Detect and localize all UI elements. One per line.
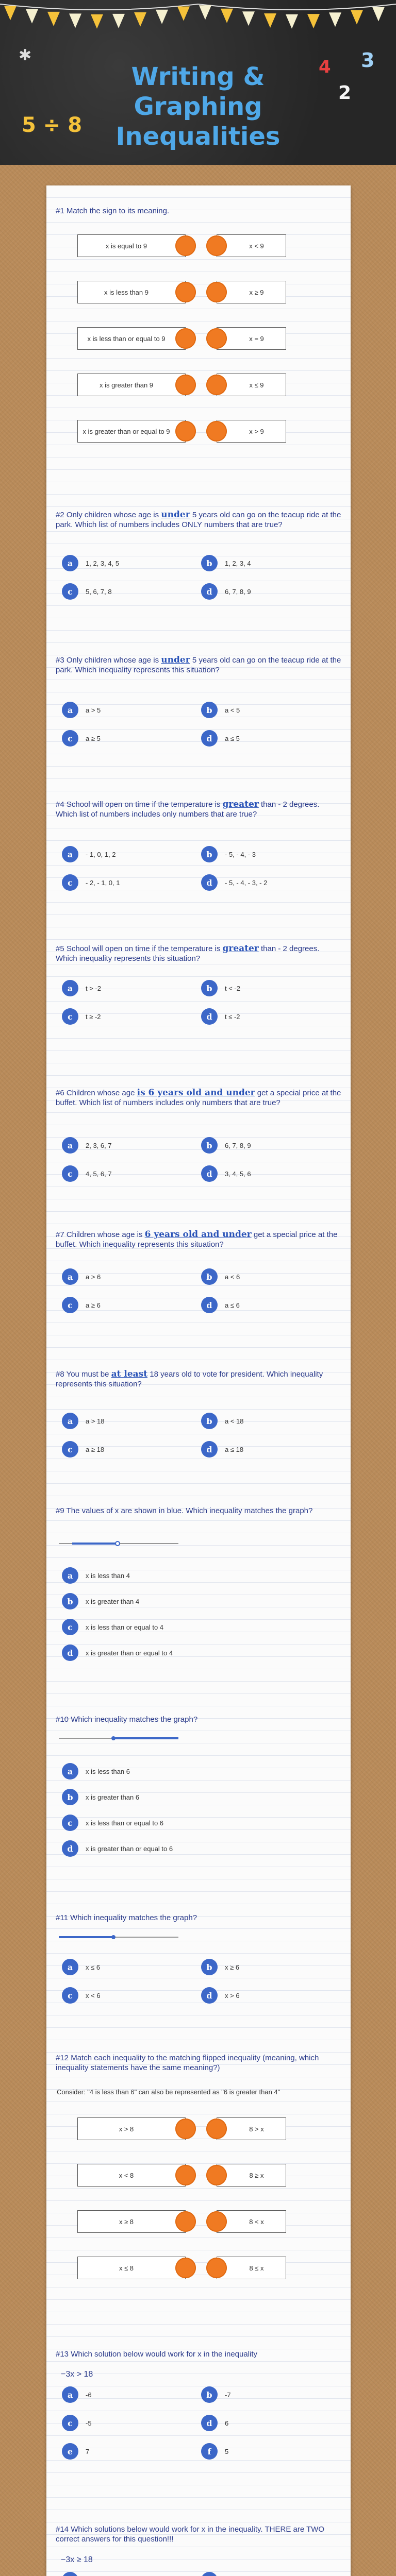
answer-option[interactable] <box>201 1296 240 1314</box>
match-connector-dot[interactable] <box>175 421 196 442</box>
answer-letter-badge: b <box>201 702 218 718</box>
match-left-card[interactable] <box>77 2257 186 2279</box>
answer-text: 6, 7, 8, 9 <box>225 587 251 596</box>
answer-letter-badge: d <box>201 1008 218 1025</box>
answer-text: x is greater than 6 <box>86 1793 140 1801</box>
answer-letter-badge <box>201 2572 218 2576</box>
answer-option[interactable] <box>201 1007 240 1026</box>
answer-letter-badge: d <box>201 1987 218 2004</box>
answer-option[interactable] <box>62 1007 101 1026</box>
answer-text: a < 18 <box>225 1417 244 1425</box>
answer-text: t ≥ -2 <box>86 1012 101 1021</box>
answer-text: x is less than or equal to 4 <box>86 1623 164 1631</box>
bunting-flag <box>264 13 276 28</box>
answer-letter-badge: a <box>62 2386 78 2403</box>
answer-letter-badge: d <box>62 1840 78 1857</box>
answer-text: 1, 2, 3, 4, 5 <box>86 559 120 567</box>
chalk-doodle-right-3: 2 <box>338 82 352 104</box>
answer-text: x is greater than 4 <box>86 1597 140 1605</box>
match-connector-dot[interactable] <box>206 282 227 302</box>
question-7-prompt: #7 Children whose age is 6 years old and under get a special price at the buffet. Which inequality represents this situation? <box>56 1229 338 1249</box>
number-line-graph-q9 <box>57 1537 180 1553</box>
answer-text: x < 6 <box>86 1991 101 1999</box>
answer-text: a ≤ 6 <box>225 1301 240 1309</box>
answer-option[interactable] <box>201 1412 244 1430</box>
answer-option[interactable] <box>201 554 251 572</box>
question-5-prompt: #5 School will open on time if the temperature is greater than - 2 degrees. Which inequality represents this situation? <box>56 943 320 963</box>
bunting-flag <box>199 5 211 20</box>
bunting-flag <box>156 10 168 24</box>
match-right-label: x ≤ 9 <box>249 381 264 389</box>
match-left-card[interactable] <box>77 327 186 350</box>
match-right-label: x ≥ 9 <box>249 288 264 296</box>
match-right-card[interactable] <box>217 374 286 396</box>
answer-letter-badge: c <box>62 1165 78 1182</box>
match-connector-dot[interactable] <box>206 2119 227 2139</box>
worksheet-paper <box>46 185 351 2576</box>
number-line-graph-q10 <box>57 1732 180 1748</box>
answer-text: a > 5 <box>86 706 101 714</box>
match-right-card[interactable] <box>217 2210 286 2233</box>
answer-letter-badge: c <box>62 1619 78 1635</box>
match-connector-dot[interactable] <box>206 375 227 395</box>
number-line-graph-q11 <box>57 1931 180 1946</box>
answer-option[interactable] <box>62 1618 163 1636</box>
match-left-label: x is less than 9 <box>104 288 148 296</box>
answer-option[interactable] <box>62 729 101 748</box>
match-right-label: 8 > x <box>249 2125 264 2133</box>
answer-option[interactable] <box>62 1164 112 1183</box>
match-connector-dot[interactable] <box>175 2258 196 2278</box>
answer-option[interactable] <box>201 2442 228 2461</box>
answer-letter-badge: a <box>62 846 78 862</box>
page-title: Writing & Graphing Inequalities <box>116 62 280 151</box>
bunting-flag <box>4 6 16 20</box>
answer-text: x is less than 6 <box>86 1767 130 1775</box>
answer-letter-badge: d <box>201 1297 218 1313</box>
answer-text: x is greater than or equal to 4 <box>86 1649 173 1657</box>
question-6-prompt: #6 Children whose age is 6 years old and under get a special price at the buffet. Which list of numbers includes only numbers that are true? <box>56 1088 341 1107</box>
bunting-flag <box>91 14 103 29</box>
match-right-label: x > 9 <box>249 427 264 435</box>
answer-text: -6 <box>86 2391 92 2399</box>
answer-option[interactable] <box>201 1164 251 1183</box>
answer-letter-badge: a <box>62 1763 78 1780</box>
answer-option[interactable] <box>62 1592 139 1611</box>
answer-letter-badge: b <box>201 1137 218 1154</box>
bunting-flag <box>307 14 320 28</box>
answer-text: x is less than or equal to 6 <box>86 1819 164 1827</box>
answer-text: 5 <box>225 2447 229 2455</box>
answer-option[interactable] <box>62 2414 92 2432</box>
match-left-label: x > 8 <box>119 2125 134 2133</box>
star-doodle-icon: ✱ <box>19 46 32 64</box>
question-12-consider-note: Consider: "4 is less than 6" can also be represented as "6 is greater than 4" <box>57 2088 280 2096</box>
answer-text: a < 5 <box>225 706 240 714</box>
answer-option[interactable] <box>201 729 240 748</box>
answer-letter-badge: d <box>201 1441 218 1458</box>
question-13-prompt: #13 Which solution below would work for x in the inequality <box>56 2350 258 2359</box>
answer-text: a > 18 <box>86 1417 105 1425</box>
match-right-card[interactable] <box>217 234 286 257</box>
answer-text: - 2, - 1, 0, 1 <box>86 878 120 887</box>
answer-letter-badge: a <box>62 1959 78 1975</box>
match-left-card[interactable] <box>77 420 186 443</box>
question-13-expression: −3x > 18 <box>61 2370 93 2379</box>
answer-letter-badge: b <box>201 846 218 862</box>
answer-option[interactable] <box>62 1267 101 1286</box>
match-connector-dot[interactable] <box>175 375 196 395</box>
answer-text: -7 <box>225 2391 231 2399</box>
answer-option[interactable] <box>62 1136 112 1155</box>
answer-option[interactable] <box>62 845 116 863</box>
answer-letter-badge: b <box>201 1413 218 1429</box>
answer-option[interactable] <box>201 2571 231 2576</box>
match-left-label: x is greater than or equal to 9 <box>82 427 170 435</box>
answer-option[interactable] <box>201 1958 239 1976</box>
answer-letter-badge: c <box>62 2415 78 2431</box>
answer-option[interactable] <box>62 2571 92 2576</box>
bunting-flag <box>372 7 385 21</box>
chalk-doodle-left: 5 ÷ 8 <box>22 113 82 137</box>
match-left-label: x ≥ 8 <box>119 2217 134 2226</box>
answer-letter-badge: d <box>201 583 218 600</box>
answer-letter-badge: b <box>62 1789 78 1805</box>
answer-letter-badge: a <box>62 1268 78 1285</box>
answer-option[interactable] <box>201 701 240 719</box>
answer-option[interactable] <box>62 1788 139 1806</box>
answer-text: 5, 6, 7, 8 <box>86 587 112 596</box>
answer-letter-badge: c <box>62 1008 78 1025</box>
answer-option[interactable] <box>62 1412 105 1430</box>
answer-letter-badge <box>62 2572 78 2576</box>
answer-option[interactable] <box>62 582 112 601</box>
answer-text: x ≥ 6 <box>225 1963 240 1971</box>
match-right-label: x = 9 <box>249 334 264 343</box>
answer-text: a ≥ 5 <box>86 734 101 742</box>
answer-letter-badge: c <box>62 730 78 747</box>
match-connector-dot[interactable] <box>175 282 196 302</box>
answer-option[interactable] <box>62 1566 130 1585</box>
answer-text: 1, 2, 3, 4 <box>225 559 251 567</box>
question-1-prompt: #1 Match the sign to its meaning. <box>56 207 170 215</box>
answer-letter-badge: b <box>62 1593 78 1609</box>
answer-option[interactable] <box>201 1986 240 2005</box>
match-right-card[interactable] <box>217 281 286 303</box>
answer-letter-badge: a <box>62 702 78 718</box>
answer-letter-badge: b <box>201 555 218 571</box>
answer-text: x is less than 4 <box>86 1571 130 1580</box>
question-10-prompt: #10 Which inequality matches the graph? <box>56 1715 198 1724</box>
match-connector-dot[interactable] <box>175 2165 196 2185</box>
match-right-card[interactable] <box>217 2117 286 2140</box>
answer-letter-badge: d <box>201 730 218 747</box>
answer-text: a ≤ 18 <box>225 1445 244 1453</box>
match-left-card[interactable] <box>77 234 186 257</box>
answer-letter-badge: b <box>201 2386 218 2403</box>
answer-text: a ≥ 6 <box>86 1301 101 1309</box>
answer-text: a ≤ 5 <box>225 734 240 742</box>
question-3-prompt: #3 Only children whose age is under 5 years old can go on the teacup ride at the park. Which inequality represents this situation? <box>56 655 341 674</box>
answer-option[interactable] <box>62 1814 163 1832</box>
answer-option[interactable] <box>201 979 240 997</box>
answer-text: 7 <box>86 2447 90 2455</box>
answer-option[interactable] <box>62 979 101 997</box>
answer-letter-badge: a <box>62 980 78 996</box>
answer-text: 6, 7, 8, 9 <box>225 1141 251 1149</box>
answer-text: 6 <box>225 2419 229 2427</box>
answer-option[interactable] <box>201 582 251 601</box>
question-2-prompt: #2 Only children whose age is under 5 years old can go on the teacup ride at the park. Which list of numbers includes ONLY numbers that are true? <box>56 510 341 529</box>
match-left-card[interactable] <box>77 374 186 396</box>
answer-letter-badge: c <box>62 1297 78 1313</box>
answer-option[interactable] <box>62 554 119 572</box>
answer-text: t > -2 <box>86 984 101 992</box>
answer-letter-badge: b <box>201 1959 218 1975</box>
answer-text: - 1, 0, 1, 2 <box>86 850 116 858</box>
answer-option[interactable] <box>62 1296 101 1314</box>
answer-option[interactable] <box>201 1136 251 1155</box>
answer-letter-badge: c <box>62 1441 78 1458</box>
match-left-label: x ≤ 8 <box>119 2264 134 2272</box>
bunting-flag <box>329 12 341 27</box>
match-right-card[interactable] <box>217 420 286 443</box>
match-connector-dot[interactable] <box>175 2211 196 2232</box>
answer-letter-badge: b <box>201 980 218 996</box>
answer-letter-badge: b <box>201 1268 218 1285</box>
chalkboard-header <box>0 0 396 165</box>
chalk-doodle-right-1: 4 <box>319 57 331 77</box>
answer-letter-badge: a <box>62 1567 78 1584</box>
match-right-card[interactable] <box>217 327 286 350</box>
bunting-flag <box>221 9 233 23</box>
bunting-flag <box>112 14 125 28</box>
answer-option[interactable] <box>201 1267 240 1286</box>
answer-text: - 5, - 4, - 3, - 2 <box>225 878 268 887</box>
question-11-prompt: #11 Which inequality matches the graph? <box>56 1913 197 1922</box>
match-right-label: x < 9 <box>249 242 264 250</box>
match-connector-dot[interactable] <box>206 2258 227 2278</box>
match-right-label: 8 < x <box>249 2217 264 2226</box>
match-left-card[interactable] <box>77 281 186 303</box>
match-right-card[interactable] <box>217 2164 286 2187</box>
answer-letter-badge: a <box>62 1137 78 1154</box>
answer-letter-badge: f <box>201 2443 218 2460</box>
question-14-prompt: #14 Which solutions below would work for x in the inequality. THERE are TWO correct answers for this question!!! <box>56 2525 325 2544</box>
answer-option[interactable] <box>62 2442 89 2461</box>
question-9-prompt: #9 The values of x are shown in blue. Which inequality matches the graph? <box>56 1506 313 1515</box>
match-connector-dot[interactable] <box>206 328 227 349</box>
answer-text: a < 6 <box>225 1273 240 1281</box>
answer-text: 3, 4, 5, 6 <box>225 1170 251 1178</box>
answer-letter-badge: a <box>62 1413 78 1429</box>
answer-option[interactable] <box>201 2385 231 2404</box>
match-connector-dot[interactable] <box>175 2119 196 2139</box>
answer-text: x ≤ 6 <box>86 1963 101 1971</box>
answer-text: a > 6 <box>86 1273 101 1281</box>
question-4-prompt: #4 School will open on time if the temperature is greater than - 2 degrees. Which list of numbers includes only numbers that are true? <box>56 799 320 819</box>
answer-option[interactable] <box>201 873 267 892</box>
bunting-flag <box>177 6 190 21</box>
answer-letter-badge: c <box>62 1987 78 2004</box>
bunting-flag <box>242 11 255 26</box>
answer-letter-badge: d <box>201 1165 218 1182</box>
match-right-label: 8 ≥ x <box>249 2171 264 2179</box>
chalk-doodle-right-2: 3 <box>361 49 375 72</box>
question-12-prompt: #12 Match each inequality to the matching flipped inequality (meaning, which inequality statements have the same meaning?) <box>56 2054 319 2072</box>
answer-letter-badge: e <box>62 2443 78 2460</box>
match-connector-dot[interactable] <box>206 2165 227 2185</box>
answer-option[interactable] <box>62 873 120 892</box>
match-left-label: x is greater than 9 <box>99 381 154 389</box>
answer-option[interactable] <box>62 1762 130 1781</box>
match-connector-dot[interactable] <box>206 421 227 442</box>
bunting-flag <box>47 12 60 26</box>
answer-text: - 5, - 4, - 3 <box>225 850 256 858</box>
answer-option[interactable] <box>62 1440 104 1459</box>
match-left-label: x is less than or equal to 9 <box>87 334 166 343</box>
answer-letter-badge: d <box>201 2415 218 2431</box>
bunting-decoration <box>0 0 396 36</box>
answer-letter-badge: a <box>62 555 78 571</box>
question-8-prompt: #8 You must be at least 18 years old to vote for president. Which inequality represents this situation? <box>56 1369 323 1388</box>
answer-option[interactable] <box>62 1986 101 2005</box>
answer-option[interactable] <box>201 2414 228 2432</box>
bunting-flag <box>134 12 146 27</box>
bunting-flag <box>351 10 363 25</box>
answer-option[interactable] <box>62 1958 100 1976</box>
answer-letter-badge: d <box>201 874 218 891</box>
match-left-label: x is equal to 9 <box>105 242 147 250</box>
bunting-flag <box>69 13 81 28</box>
question-14-expression: −3x ≥ 18 <box>61 2555 93 2564</box>
answer-text: t ≤ -2 <box>225 1012 240 1021</box>
match-left-label: x < 8 <box>119 2171 134 2179</box>
match-connector-dot[interactable] <box>175 235 196 256</box>
match-left-card[interactable] <box>77 2210 186 2233</box>
answer-text: t < -2 <box>225 984 240 992</box>
answer-text: x is greater than or equal to 6 <box>86 1844 173 1853</box>
answer-text: 2, 3, 6, 7 <box>86 1141 112 1149</box>
match-connector-dot[interactable] <box>206 235 227 256</box>
answer-option[interactable] <box>62 1839 173 1858</box>
answer-letter-badge: c <box>62 1815 78 1831</box>
answer-option[interactable] <box>62 1643 173 1662</box>
answer-letter-badge: d <box>62 1645 78 1661</box>
match-left-card[interactable] <box>77 2164 186 2187</box>
match-right-label: 8 ≤ x <box>249 2264 264 2272</box>
answer-text: 4, 5, 6, 7 <box>86 1170 112 1178</box>
match-left-card[interactable] <box>77 2117 186 2140</box>
answer-option[interactable] <box>201 845 256 863</box>
answer-letter-badge: c <box>62 874 78 891</box>
answer-text: a ≥ 18 <box>86 1445 105 1453</box>
answer-text: -5 <box>86 2419 92 2427</box>
bunting-flag <box>286 14 298 29</box>
match-right-card[interactable] <box>217 2257 286 2279</box>
bunting-flag <box>26 9 38 24</box>
answer-option[interactable] <box>62 2385 92 2404</box>
match-connector-dot[interactable] <box>175 328 196 349</box>
match-connector-dot[interactable] <box>206 2211 227 2232</box>
answer-text: x > 6 <box>225 1991 240 1999</box>
answer-option[interactable] <box>201 1440 243 1459</box>
answer-option[interactable] <box>62 701 101 719</box>
answer-letter-badge: c <box>62 583 78 600</box>
